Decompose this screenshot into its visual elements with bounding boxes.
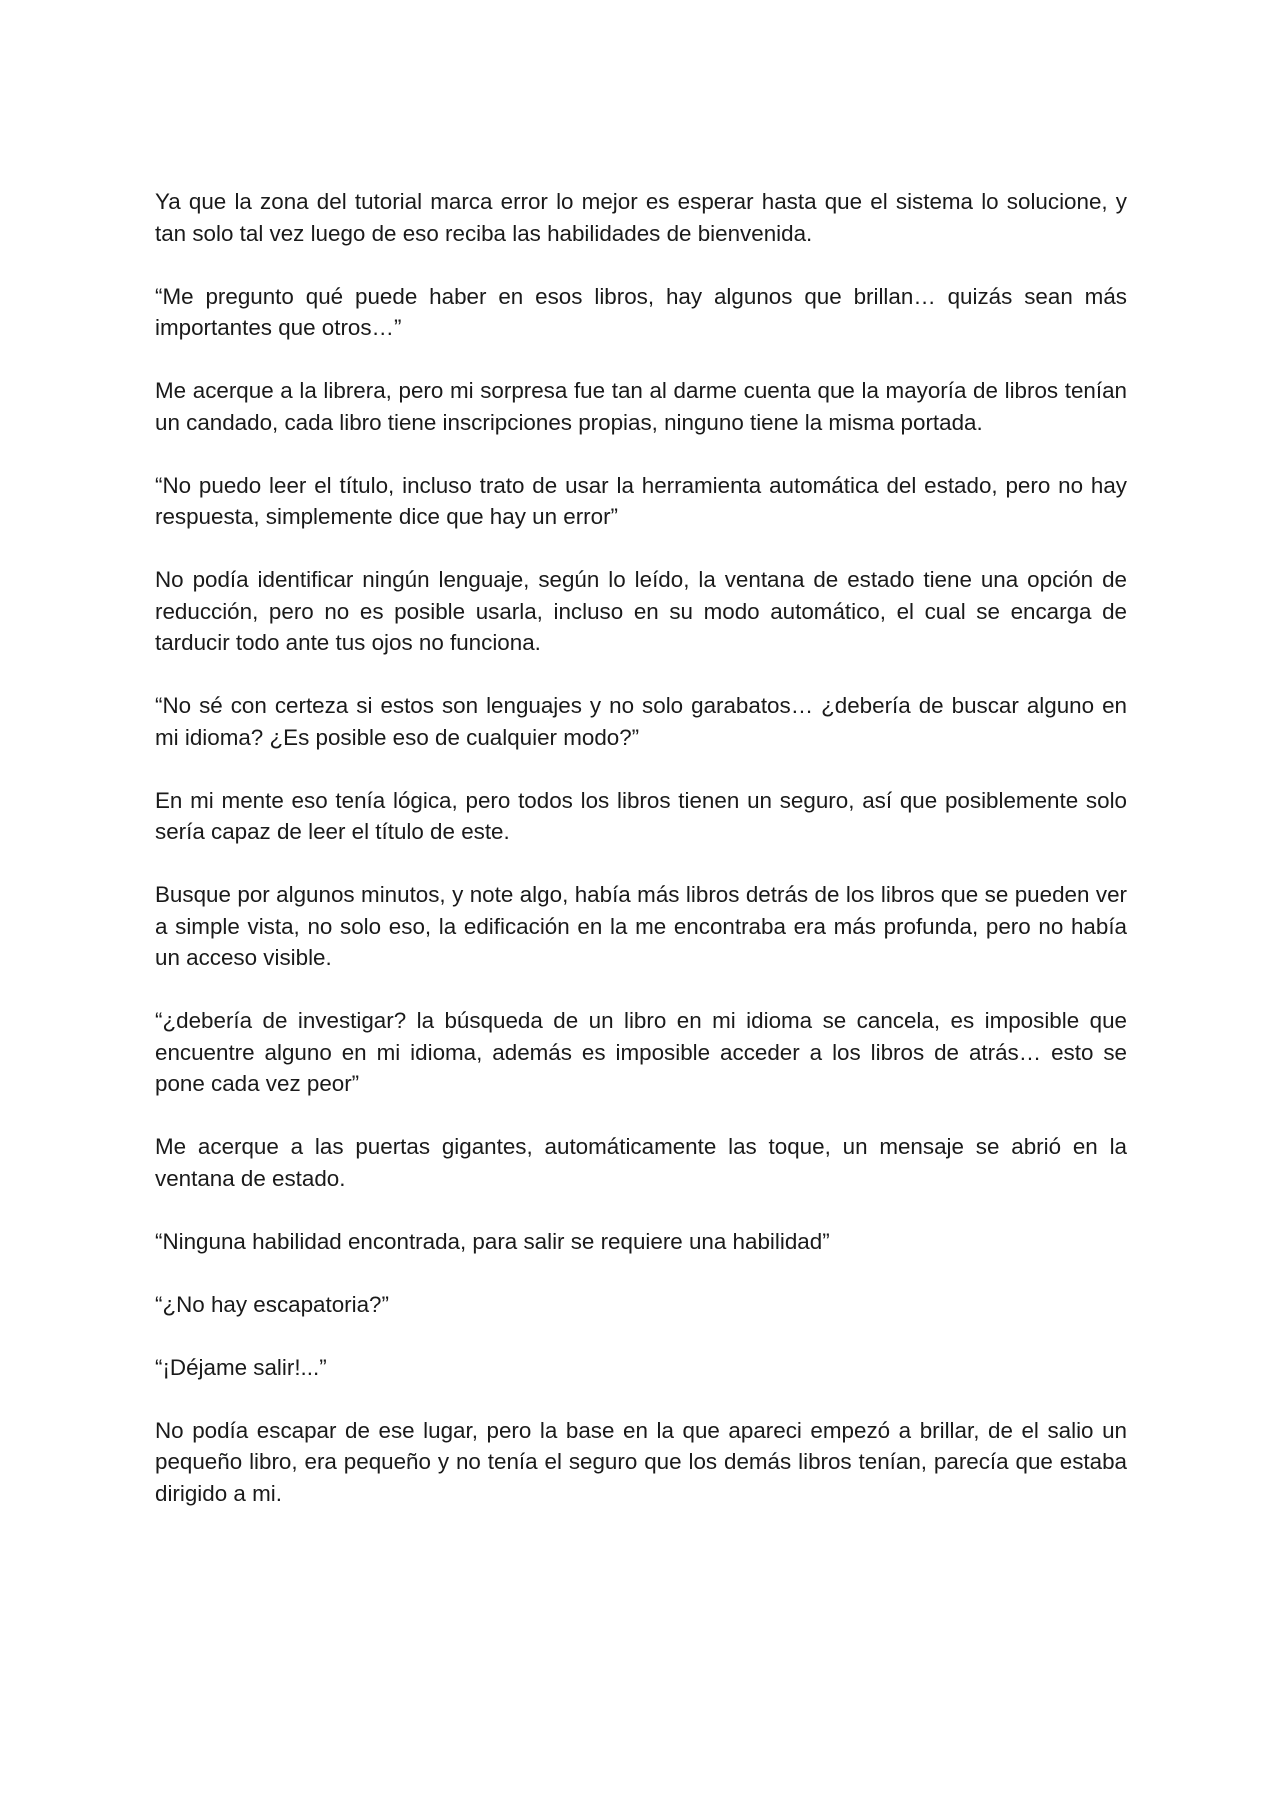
paragraph: “Me pregunto qué puede haber en esos libros, hay algunos que brillan… quizás sean más importantes que otros…” bbox=[155, 283, 1127, 340]
paragraph: Ya que la zona del tutorial marca error lo mejor es esperar hasta que el sistema lo solucione, y tan solo tal vez luego de eso reciba las habilidades de bienvenida. bbox=[155, 189, 1127, 246]
document-body bbox=[155, 186, 1127, 1509]
paragraph: Me acerque a las puertas gigantes, automáticamente las toque, un mensaje se abrió en la ventana de estado. bbox=[155, 1134, 1127, 1191]
paragraph: Busque por algunos minutos, y note algo, había más libros detrás de los libros que se pueden ver a simple vista, no solo eso, la edificación en la me encontraba era más profunda, pero no había un acceso visible. bbox=[155, 882, 1127, 970]
paragraph: “No sé con certeza si estos son lenguajes y no solo garabatos… ¿debería de buscar alguno en mi idioma? ¿Es posible eso de cualquier modo?” bbox=[155, 693, 1127, 750]
paragraph: “¡Déjame salir!...” bbox=[155, 1354, 327, 1380]
paragraph: En mi mente eso tenía lógica, pero todos los libros tienen un seguro, así que posiblemente solo sería capaz de leer el título de este. bbox=[155, 787, 1127, 844]
paragraph: No podía escapar de ese lugar, pero la base en la que apareci empezó a brillar, de el salio un pequeño libro, era pequeño y no tenía el seguro que los demás libros tenían, parecía que estaba dirigido a mi. bbox=[155, 1417, 1127, 1506]
paragraph: Me acerque a la librera, pero mi sorpresa fue tan al darme cuenta que la mayoría de libros tenían un candado, cada libro tiene inscripciones propias, ninguno tiene la misma portada. bbox=[155, 378, 1127, 435]
paragraph: No podía identificar ningún lenguaje, según lo leído, la ventana de estado tiene una opción de reducción, pero no es posible usarla, incluso en su modo automático, el cual se encarga de tarducir todo ante tus ojos no funciona. bbox=[155, 567, 1127, 655]
paragraph: “No puedo leer el título, incluso trato de usar la herramienta automática del estado, pero no hay respuesta, simplemente dice que hay un error” bbox=[155, 472, 1127, 529]
paragraph: “Ninguna habilidad encontrada, para salir se requiere una habilidad” bbox=[155, 1228, 830, 1254]
paragraph: “¿No hay escapatoria?” bbox=[155, 1291, 389, 1317]
paragraph: “¿debería de investigar? la búsqueda de un libro en mi idioma se cancela, es imposible que encuentre alguno en mi idioma, además es imposible acceder a los libros de atrás… esto se pone cada vez peor” bbox=[155, 1008, 1127, 1096]
